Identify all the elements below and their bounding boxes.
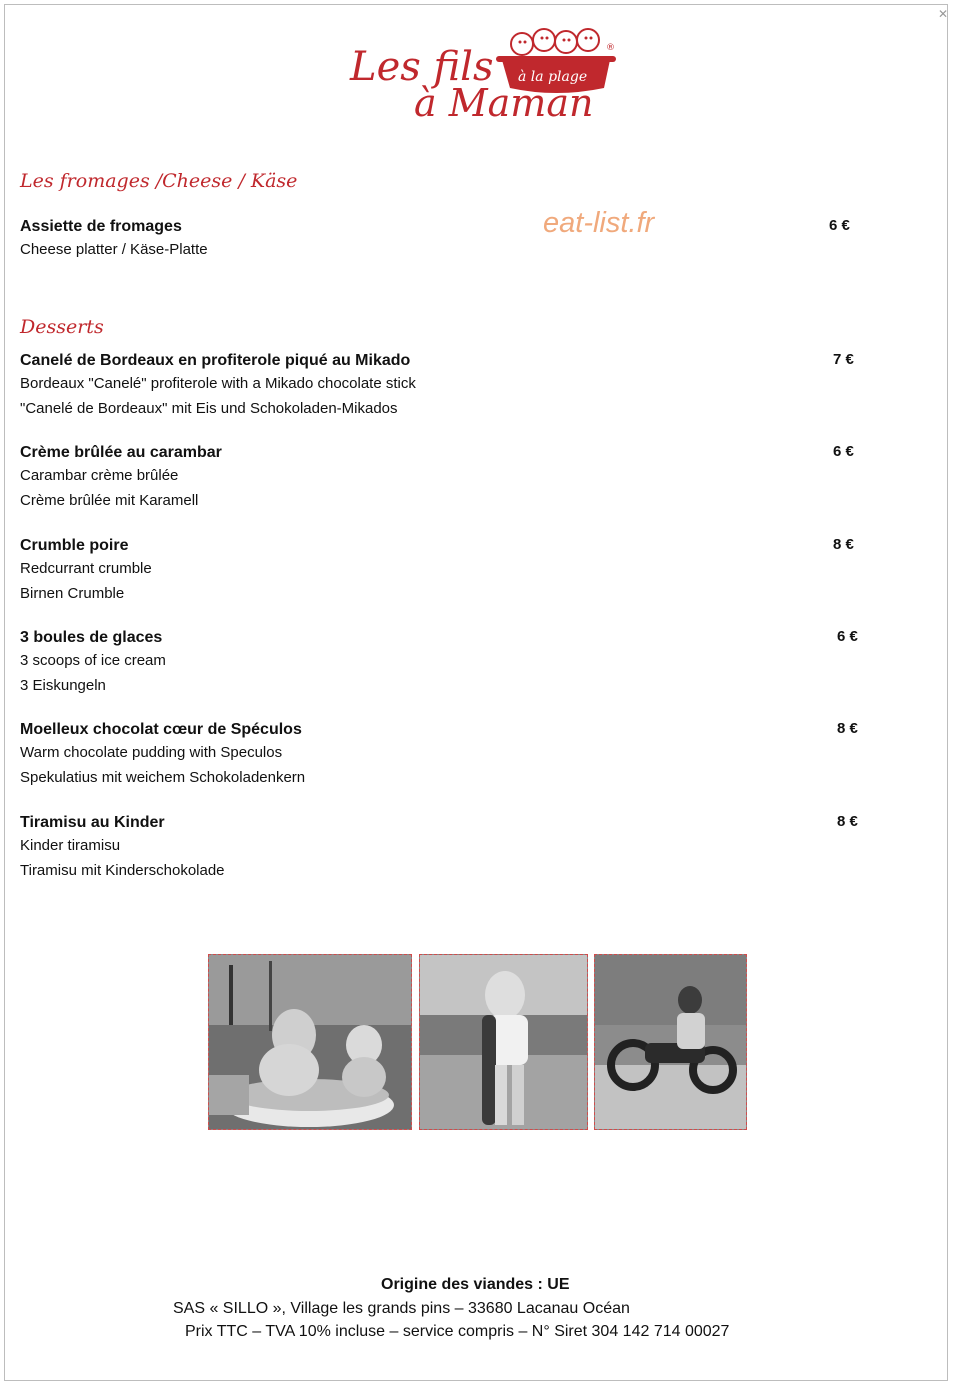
item-description: "Canelé de Bordeaux" mit Eis und Schokoladen-Mikados [20,400,398,417]
item-name: 3 boules de glaces [20,629,163,646]
item-price: 8 € [837,720,858,737]
logo-text-line2: à Maman [414,81,594,125]
item-description: Redcurrant crumble [20,560,152,577]
item-name: Assiette de fromages [20,218,182,235]
item-price: 6 € [837,628,858,645]
item-description: 3 scoops of ice cream [20,652,166,669]
section-title-cheese: Les fromages /Cheese / Käse [20,170,298,192]
item-name: Crème brûlée au carambar [20,444,222,461]
item-price: 7 € [833,351,854,368]
item-price: 6 € [833,443,854,460]
menu-item [20,720,870,790]
item-description: 3 Eiskungeln [20,677,106,694]
item-name: Crumble poire [20,537,129,554]
item-name: Tiramisu au Kinder [20,814,165,831]
restaurant-logo [330,18,630,128]
menu-item [20,536,870,606]
menu-item [20,217,870,262]
photo-children-pool [208,954,412,1130]
logo-text-line1: Les fils [350,44,494,90]
section-title-desserts: Desserts [20,316,104,338]
item-price: 6 € [829,217,850,234]
item-description: Kinder tiramisu [20,837,121,854]
item-name: Moelleux chocolat cœur de Spéculos [20,721,302,738]
item-description: Crème brûlée mit Karamell [20,492,199,509]
item-description: Carambar crème brûlée [20,467,179,484]
corner-mark-icon: ✕ [938,7,949,21]
item-description: Tiramisu mit Kinderschokolade [20,862,225,879]
item-name: Canelé de Bordeaux en profiterole piqué au Mikado [20,352,411,369]
item-description: Warm chocolate pudding with Speculos [20,744,283,761]
item-description: Spekulatius mit weichem Schokoladenkern [20,769,306,786]
meat-origin: Origine des viandes : UE [381,1276,570,1293]
company-address: SAS « SILLO », Village les grands pins – 33680 Lacanau Océan [173,1300,630,1317]
item-description: Bordeaux "Canelé" profiterole with a Mikado chocolate stick [20,375,416,392]
photo-motorbike [594,954,747,1130]
logo-badge: à la plage [518,69,588,85]
registered-mark: ® [606,43,615,53]
item-description: Cheese platter / Käse-Platte [20,241,208,258]
menu-item [20,628,870,698]
photo-girl-beach [419,954,588,1130]
legal-notice: Prix TTC – TVA 10% incluse – service compris – N° Siret 304 142 714 00027 [185,1323,730,1340]
menu-item [20,443,870,513]
menu-item [20,351,870,421]
menu-item [20,813,870,883]
watermark: eat-list.fr [543,207,655,239]
item-price: 8 € [833,536,854,553]
item-price: 8 € [837,813,858,830]
item-description: Birnen Crumble [20,585,125,602]
